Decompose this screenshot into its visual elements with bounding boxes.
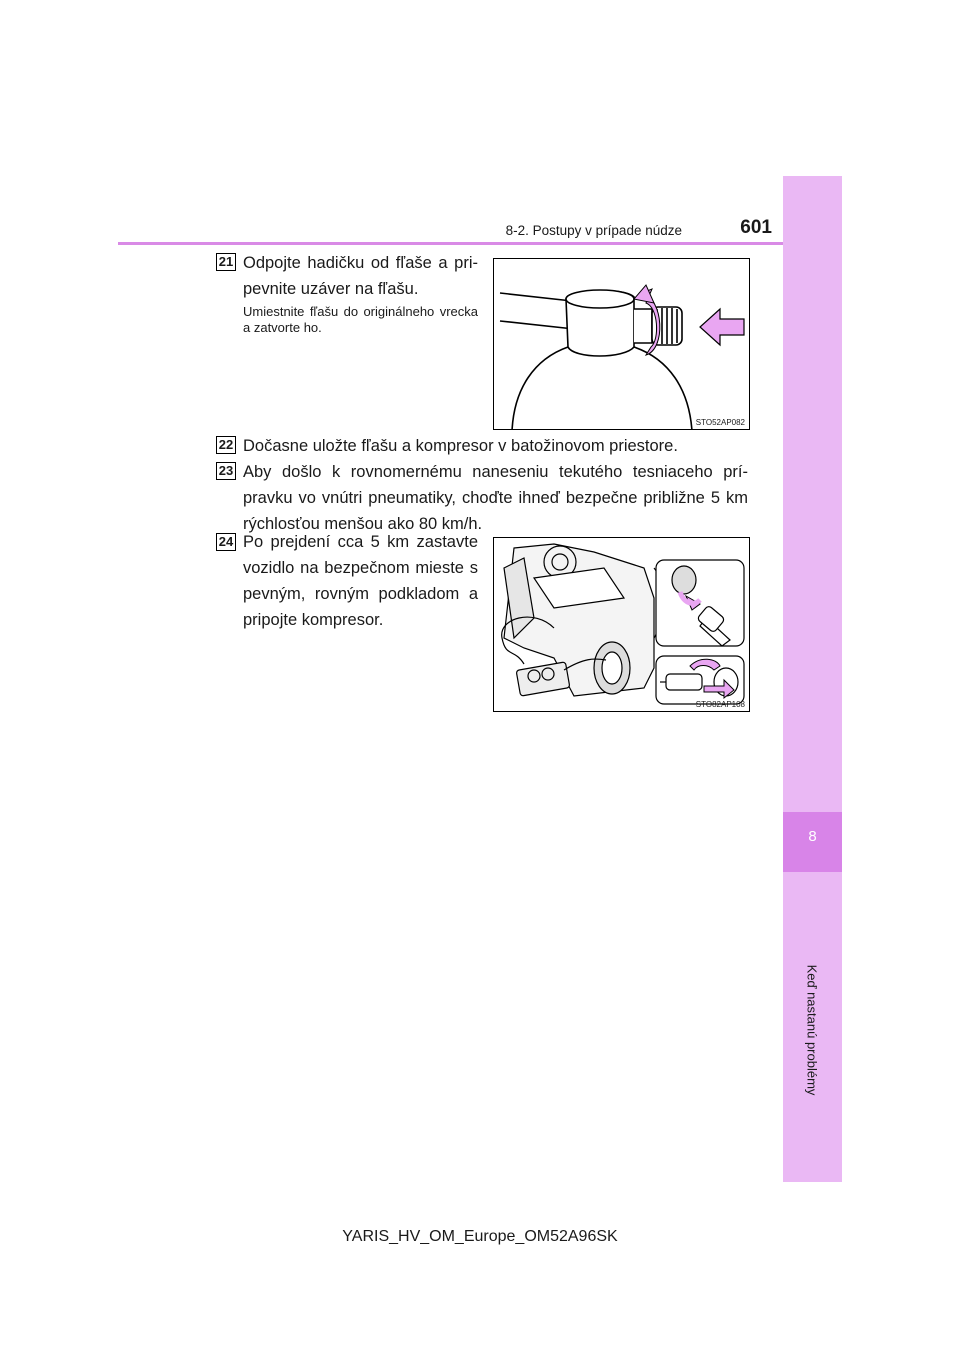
figure-code-2: STO82AP108	[695, 700, 745, 709]
figure-code-1: STO52AP082	[695, 418, 745, 427]
step-21-note: Umiestnite fľašu do originálneho vrecka a zatvorte ho.	[243, 304, 478, 335]
page-number: 601	[740, 217, 772, 238]
section-title: 8-2. Postupy v prípade núdze	[505, 223, 682, 238]
step-23-text: Aby došlo k rovnomernému naneseniu tekutého tesniaceho prí-pravku vo vnútri pneumatiky, choďte ihneď bezpečne približne 5 km rýchlosťou menšou ako 80 km/h.	[243, 463, 748, 533]
step-21-text: Odpojte hadičku od fľaše a pri-pevnite uzáver na fľašu.	[243, 254, 478, 298]
figure-bottle-cap	[493, 258, 750, 430]
step-number-21: 21	[216, 253, 236, 271]
step-number-23: 23	[216, 462, 236, 480]
document-id: YARIS_HV_OM_Europe_OM52A96SK	[342, 1228, 618, 1245]
bottle-cap-illustration	[494, 259, 750, 430]
chapter-number: 8	[808, 828, 817, 845]
step-24-text: Po prejdení cca 5 km zastavte vozidlo na bezpečnom mieste s pevným, rovným podkladom a pripojte kompresor.	[243, 533, 478, 629]
chapter-title: Keď nastanú problémy	[804, 964, 820, 1096]
step-22-text: Dočasne uložte fľašu a kompresor v batožinovom priestore.	[243, 437, 678, 455]
figure-compressor-connect	[493, 537, 750, 712]
step-number-22: 22	[216, 436, 236, 454]
car-compressor-illustration	[494, 538, 750, 712]
header-rule	[118, 242, 783, 245]
step-number-24: 24	[216, 533, 236, 551]
